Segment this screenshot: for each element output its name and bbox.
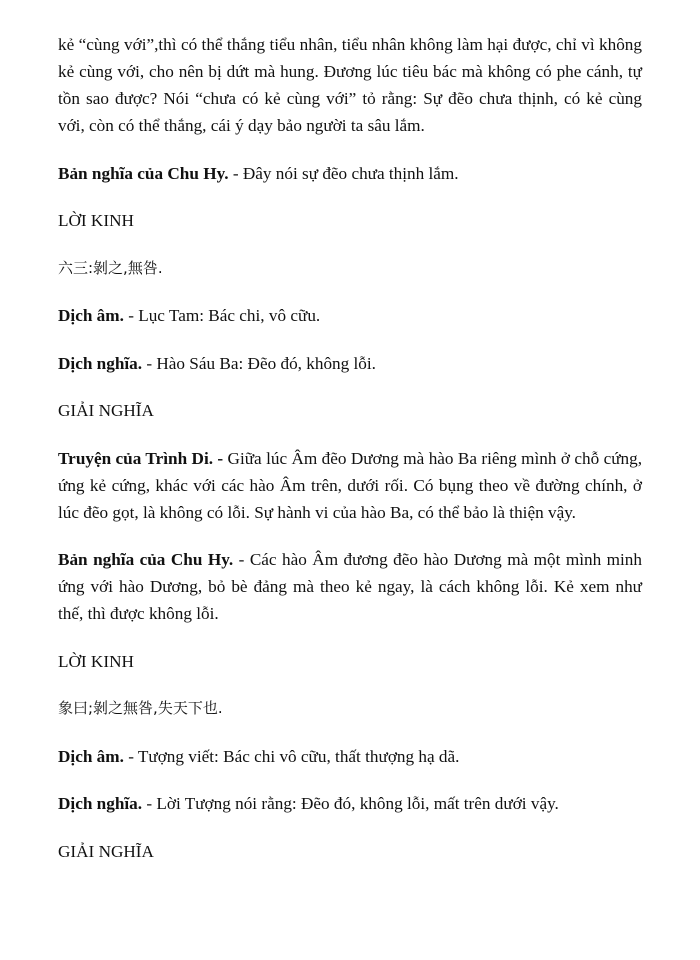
paragraph	[58, 838, 642, 865]
paragraph-text: LỜI KINH	[58, 211, 134, 230]
paragraph-text: 六三:剝之,無咎.	[58, 258, 163, 277]
paragraph-lead: Truyện của Trình Di. -	[58, 448, 224, 468]
paragraph-lead: Dịch âm.	[58, 306, 124, 325]
paragraph-text: 象曰;剝之無咎,失天下也.	[58, 699, 223, 717]
document-page	[58, 31, 642, 885]
paragraph	[58, 255, 642, 282]
paragraph-lead: Dịch âm.	[58, 746, 124, 766]
paragraph	[58, 302, 642, 329]
paragraph	[58, 790, 642, 817]
paragraph-text: Giữa lúc Âm đẽo Dương mà hào Ba riêng mình ở chỗ cứng, ứng kẻ cứng, khác với các hào Âm trên, dưới rối. Có bụng theo về đường chính, ở lúc đẽo gọt, là không có lỗi. Sự hành vi của hào Ba, có thể bảo là thiện vậy.	[58, 448, 642, 522]
paragraph	[58, 397, 642, 424]
paragraph-text: - Lời Tượng nói rằng: Đẽo đó, không lỗi, mất trên dưới vậy.	[142, 794, 559, 813]
paragraph	[58, 546, 642, 627]
paragraph-text: - Đây nói sự đẽo chưa thịnh lắm.	[228, 163, 459, 183]
paragraph-text: - Lục Tam: Bác chi, vô cữu.	[123, 306, 321, 325]
paragraph	[58, 445, 642, 526]
paragraph	[58, 743, 642, 770]
paragraph	[58, 695, 642, 722]
paragraph	[58, 350, 642, 377]
paragraph-text: LỜI KINH	[58, 651, 134, 671]
paragraph	[58, 648, 642, 675]
paragraph-text: kẻ “cùng với”,thì có thể thắng tiểu nhân, tiểu nhân không làm hại được, chỉ vì không kẻ cùng với, cho nên bị dứt mà hung. Đương lúc tiêu bác mà không có phe cánh, tự tồn sao được? Nói “chưa có kẻ cùng với” tỏ rằng: Sự đẽo chưa thịnh, có kẻ cùng với, còn có thể thắng, cái ý dạy bảo người ta sâu lắm.	[58, 35, 642, 135]
paragraph-text: GIẢI NGHĨA	[58, 841, 154, 861]
paragraph-text: - Tượng viết: Bác chi vô cữu, thất thượng hạ dã.	[123, 746, 460, 766]
paragraph-lead: Bản nghĩa của Chu Hy.	[58, 550, 234, 569]
paragraph-lead: Dịch nghĩa.	[58, 794, 143, 813]
paragraph	[58, 31, 642, 139]
paragraph-text: - Hào Sáu Ba: Đẽo đó, không lỗi.	[142, 353, 376, 373]
paragraph-text: - Các hào Âm đương đẽo hào Dương mà một mình minh ứng với hào Dương, bỏ bè đảng mà theo kẻ ngay, là cách không lỗi. Kẻ xem như thế, thì được không lỗi.	[58, 550, 642, 623]
paragraph-lead: Dịch nghĩa.	[58, 353, 143, 373]
paragraph-lead: Bản nghĩa của Chu Hy.	[58, 163, 229, 183]
paragraph	[58, 160, 642, 187]
paragraph-text: GIẢI NGHĨA	[58, 401, 154, 420]
paragraph	[58, 207, 642, 234]
